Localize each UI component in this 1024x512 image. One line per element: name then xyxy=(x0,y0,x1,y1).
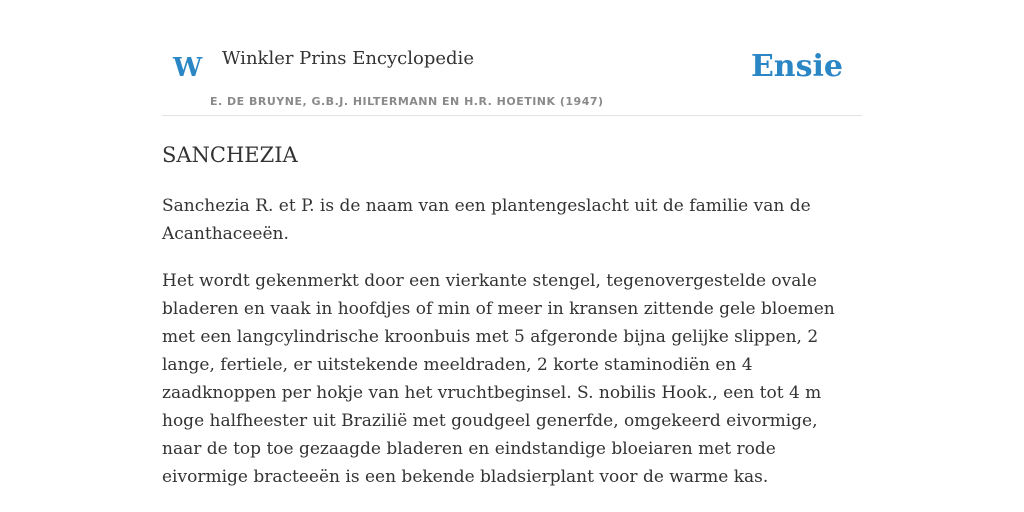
article-body xyxy=(162,140,862,510)
page-header xyxy=(162,40,862,116)
article-paragraph-1: Sanchezia R. et P. is de naam van een plantengeslacht uit de familie van de Acanthaceeën. xyxy=(162,196,811,244)
publication-title[interactable]: Winkler Prins Encyclopedie xyxy=(222,48,474,69)
article-title: SANCHEZIA xyxy=(162,143,298,167)
publication-authors: E. DE BRUYNE, G.B.J. HILTERMANN EN H.R. HOETINK (1947) xyxy=(210,95,604,108)
winkler-prins-logo[interactable]: W xyxy=(173,53,203,83)
article-paragraph-2: Het wordt gekenmerkt door een vierkante stengel, tegenovergestelde ovale bladeren en vaak in hoofdjes of min of meer in kransen zittende gele bloemen met een langcylindrische kroonbuis met 5 afgeronde bijna gelijke slippen, 2 lange, fertiele, er uitstekende meeldraden, 2 korte staminodiën en 4 zaadknoppen per hokje van het vruchtbeginsel. S. nobilis Hook., een tot 4 m hoge halfheester uit Brazilië met goudgeel generfde, omgekeerd eivormige, naar de top toe gezaagde bladeren en eindstandige bloeiaren met rode eivormige bracteeën is een bekende bladsierplant voor de warme kas. xyxy=(162,271,835,487)
ensie-logo[interactable]: Ensie xyxy=(750,49,843,84)
